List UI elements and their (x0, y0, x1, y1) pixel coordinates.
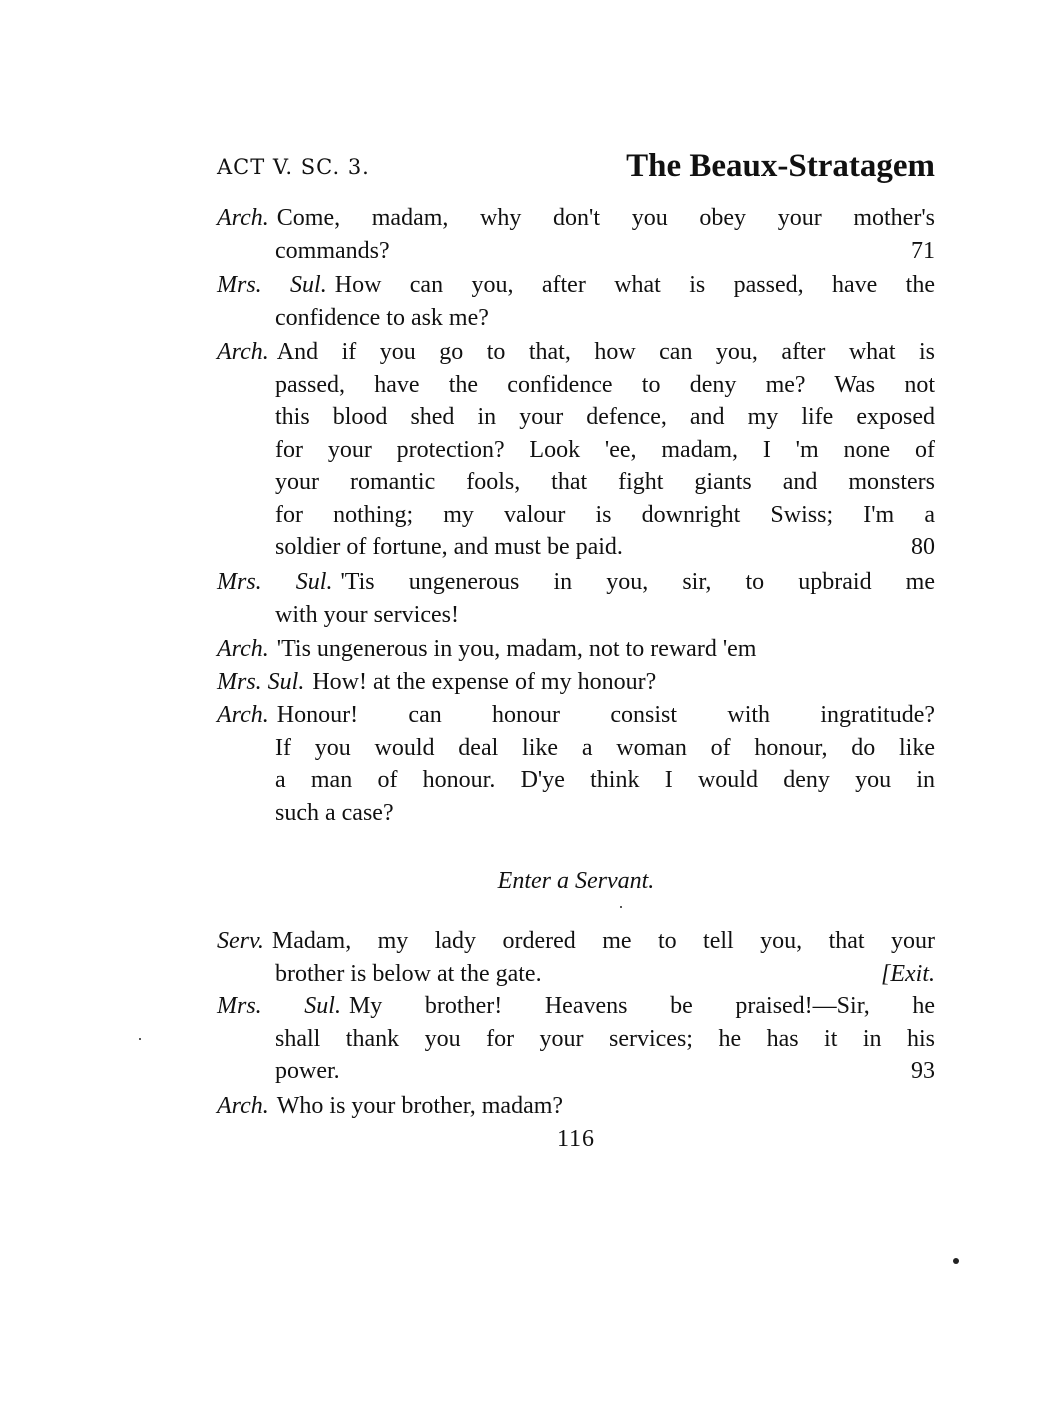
speech-block (217, 925, 935, 990)
speaker-name: Arch. (217, 636, 269, 662)
speech-line: Arch. 'Tis ungenerous in you, madam, not to reward 'em (217, 636, 757, 662)
speech-line: with your services! (275, 601, 459, 628)
speaker-name: Mrs. Sul. (217, 669, 305, 695)
speaker-name: Arch. (217, 702, 269, 728)
speech-line: Mrs. Sul. 'Tis ungenerous in you, sir, to upbraid me (217, 569, 935, 595)
speech-line: Mrs. Sul. How! at the expense of my honour? (217, 669, 657, 695)
speech-block (217, 633, 935, 666)
speech-line: Arch. Come, madam, why don't you obey your mother's (217, 205, 935, 231)
speech-line: Mrs. Sul. How can you, after what is passed, have the (217, 272, 935, 298)
speaker-name: Mrs. Sul. (217, 272, 327, 298)
exit-direction: [Exit. (881, 960, 935, 987)
speech-block (217, 990, 935, 1088)
speech-block (217, 666, 935, 699)
speech-block (217, 202, 935, 267)
speech-line: soldier of fortune, and must be paid. 80 (217, 531, 935, 564)
line-number: 80 (911, 534, 935, 560)
speech-line: power. 93 (217, 1055, 935, 1088)
page-number: 116 (556, 1126, 596, 1152)
ink-speck (139, 1038, 141, 1040)
speech-line: shall thank you for your services; he has it in his (275, 1025, 935, 1052)
act-scene-label: ACT V. SC. 3. (217, 155, 370, 179)
speech-line: for your protection? Look 'ee, madam, I 'm none of (275, 436, 935, 463)
speaker-name: Mrs. Sul. (217, 993, 341, 1019)
ink-speck (620, 906, 622, 908)
speaker-name: Arch. (217, 205, 269, 231)
line-number: 93 (911, 1058, 935, 1084)
speech-block (217, 1090, 935, 1123)
speech-line: brother is below at the gate. [Exit. (217, 958, 935, 991)
speech-block (217, 566, 935, 631)
speech-line: for nothing; my valour is downright Swiss; I'm a (275, 501, 935, 528)
speech-line: this blood shed in your defence, and my life exposed (275, 404, 935, 430)
speech-line: Arch. Honour! can honour consist with ingratitude? (217, 702, 935, 728)
play-title: The Beaux-Stratagem (626, 148, 935, 184)
speech-block (217, 336, 935, 564)
speech-line: such a case? (275, 799, 394, 826)
speech-line: Serv. Madam, my lady ordered me to tell you, that your (217, 928, 935, 954)
speech-line: your romantic fools, that fight giants and monsters (275, 469, 935, 495)
speaker-name: Mrs. Sul. (217, 569, 333, 595)
line-number: 71 (911, 237, 935, 264)
ink-speck (953, 1258, 959, 1264)
speech-line: Arch. And if you go to that, how can you, after what is (217, 339, 935, 365)
speech-line: a man of honour. D'ye think I would deny you in (275, 767, 935, 793)
speech-line: If you would deal like a woman of honour, do like (275, 734, 935, 761)
running-header (217, 145, 935, 185)
speech-line: commands? 71 (217, 235, 935, 268)
speaker-name: Serv. (217, 928, 264, 954)
speech-block (217, 269, 935, 334)
speech-line: Mrs. Sul. My brother! Heavens be praised!—Sir, he (217, 993, 935, 1019)
speech-line: passed, have the confidence to deny me? Was not (275, 371, 935, 398)
speech-block (217, 699, 935, 829)
speech-line: confidence to ask me? (275, 304, 489, 331)
stage-direction: Enter a Servant. (497, 868, 655, 894)
speech-line: Arch. Who is your brother, madam? (217, 1093, 564, 1119)
speaker-name: Arch. (217, 1093, 269, 1119)
speaker-name: Arch. (217, 339, 269, 365)
